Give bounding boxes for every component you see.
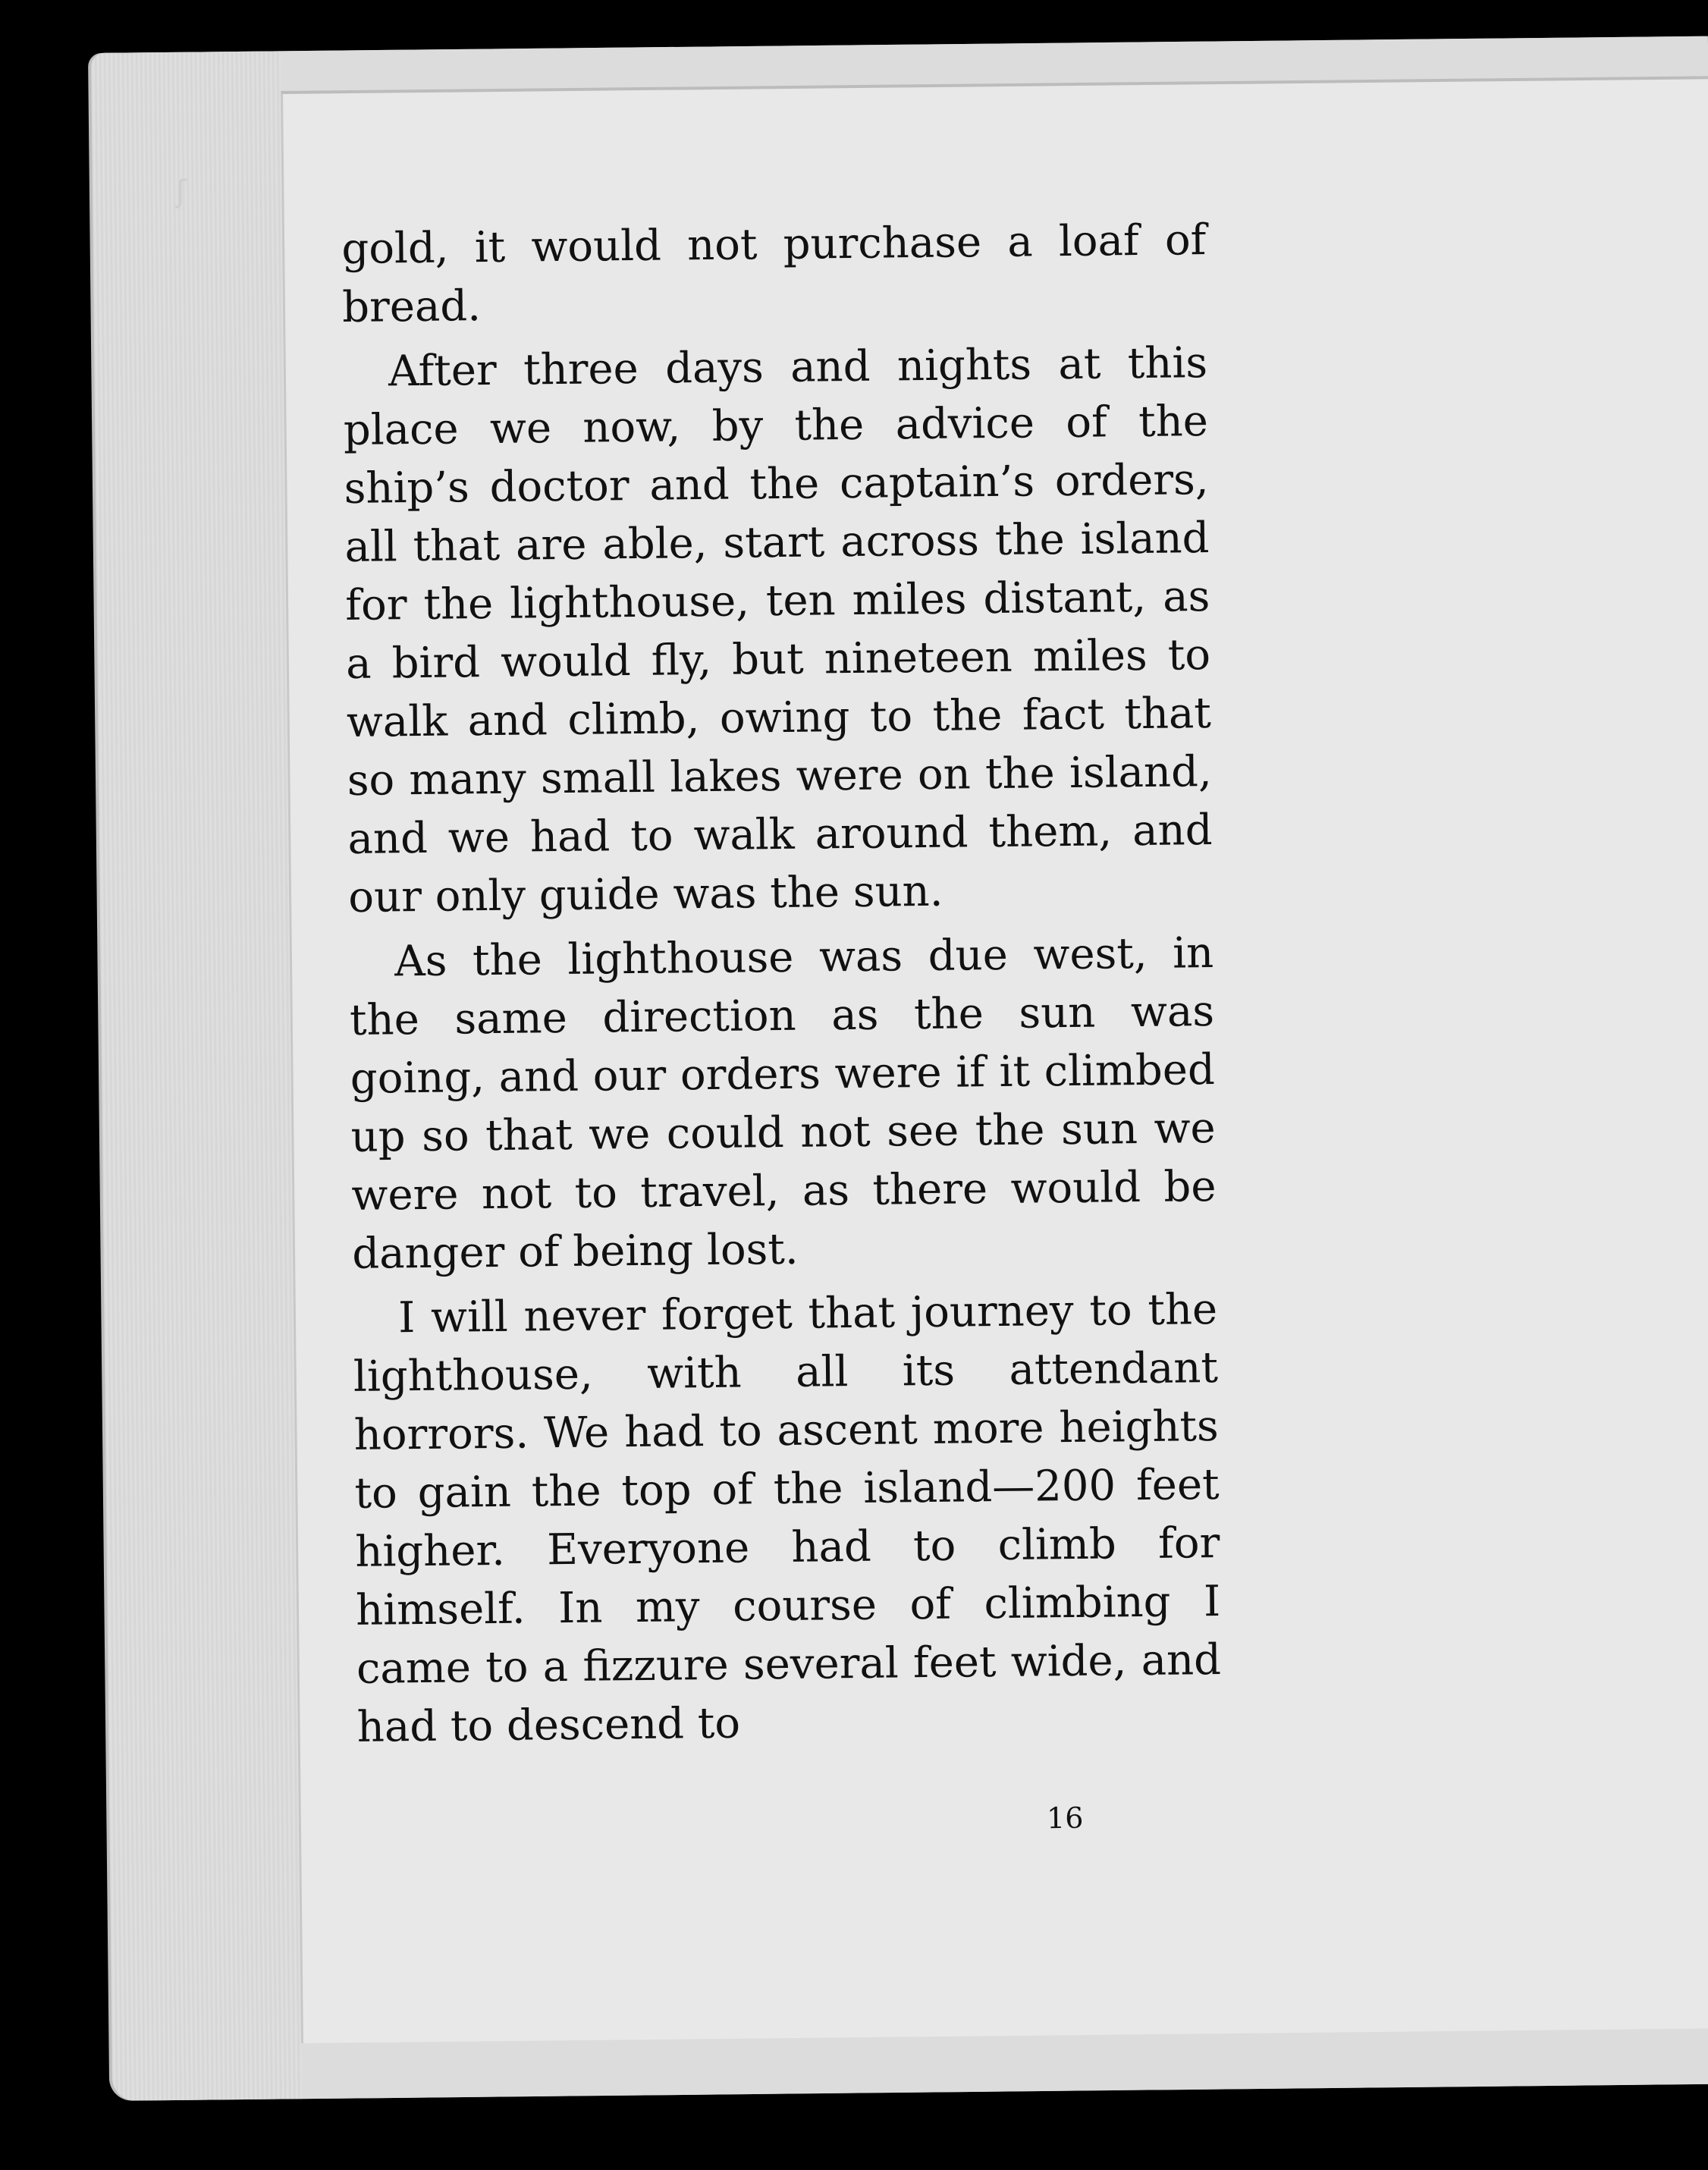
edge-mark: ʃ: [176, 174, 187, 209]
paragraph: After three days and nights at this place we now, by the advice of the ship’s doctor and the captain’s orders, all that are able, start across the island for the lighthouse, ten miles distant, as a bird would fly, but nineteen miles to walk and climb, owing to the fact that so many small lakes were on the island, and we had to walk around them, and our only guide was the sun.: [343, 338, 1213, 922]
page-number: 16: [1046, 1801, 1084, 1836]
paragraph: I will never forget that journey to the lighthouse, with all its attendant horrors. We had to ascent more heights to gain the top of the island—200 feet higher. Everyone had to climb for himself. In my course of climbing I came to a fizzure several feet wide, and had to descend to: [353, 1284, 1222, 1752]
page-text: [341, 211, 1222, 1763]
paragraph: gold, it would not purchase a loaf of bread.: [341, 215, 1207, 332]
page-edges: [91, 51, 302, 2100]
paragraph: As the lighthouse was due west, in the same direction as the sun was going, and our orders were if it climbed up so that we could not see the sun we were not to travel, as there would be danger of being lost.: [349, 928, 1217, 1279]
